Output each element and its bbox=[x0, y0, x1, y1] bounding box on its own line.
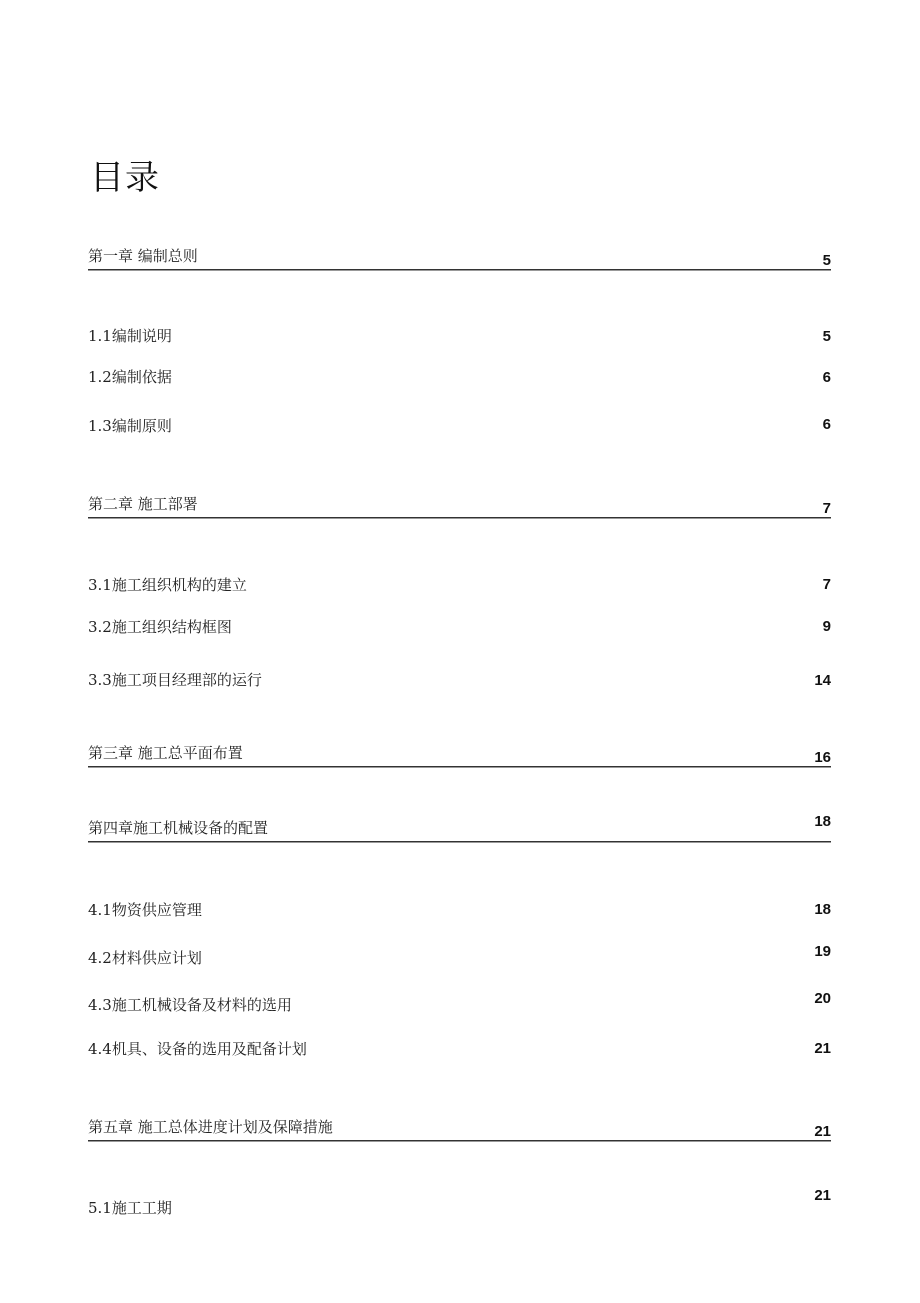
toc-page-number: 14 bbox=[814, 672, 831, 689]
toc-label: 4.3施工机械设备及材料的选用 bbox=[88, 996, 292, 1014]
toc-chapter-2[interactable] bbox=[88, 497, 831, 518]
toc-chapter-3[interactable] bbox=[88, 746, 831, 767]
toc-label: 4.2材料供应计划 bbox=[88, 949, 202, 967]
toc-entry-4-4[interactable] bbox=[88, 1039, 831, 1059]
toc-page-number: 21 bbox=[814, 1187, 831, 1204]
toc-entry-1-1[interactable] bbox=[88, 326, 831, 346]
toc-label: 4.4机具、设备的选用及配备计划 bbox=[88, 1040, 307, 1058]
toc-page-number: 16 bbox=[814, 749, 831, 766]
toc-page-number: 7 bbox=[822, 500, 831, 517]
toc-entry-1-3[interactable] bbox=[88, 416, 831, 436]
toc-page-number: 18 bbox=[814, 813, 831, 830]
toc-entry-3-3[interactable] bbox=[88, 670, 831, 690]
toc-page-number: 7 bbox=[822, 576, 831, 593]
toc-label: 1.1编制说明 bbox=[88, 327, 172, 345]
toc-page-number: 6 bbox=[822, 416, 831, 433]
toc-label: 1.3编制原则 bbox=[88, 417, 172, 435]
toc-chapter-5[interactable] bbox=[88, 1120, 831, 1141]
toc-label: 1.2编制依据 bbox=[88, 368, 172, 386]
toc-label: 第一章 编制总则 bbox=[88, 247, 198, 265]
toc-label: 3.2施工组织结构框图 bbox=[88, 618, 232, 636]
toc-entry-3-1[interactable] bbox=[88, 575, 831, 595]
toc-entry-4-2[interactable] bbox=[88, 943, 831, 968]
toc-page-number: 19 bbox=[814, 943, 831, 960]
toc-chapter-1[interactable] bbox=[88, 249, 831, 270]
toc-label: 3.1施工组织机构的建立 bbox=[88, 576, 247, 594]
toc-page-number: 18 bbox=[814, 901, 831, 918]
toc-page-number: 21 bbox=[814, 1123, 831, 1140]
toc-title: 目录 bbox=[90, 158, 160, 198]
toc-page-number: 21 bbox=[814, 1040, 831, 1057]
toc-page-number: 9 bbox=[822, 618, 831, 635]
toc-entry-5-1[interactable] bbox=[88, 1187, 831, 1218]
toc-label: 3.3施工项目经理部的运行 bbox=[88, 671, 262, 689]
toc-chapter-4[interactable] bbox=[88, 813, 831, 842]
toc-entry-3-2[interactable] bbox=[88, 617, 831, 637]
toc-page-number: 20 bbox=[814, 990, 831, 1007]
toc-page-number: 5 bbox=[822, 328, 831, 345]
toc-label: 第三章 施工总平面布置 bbox=[88, 744, 243, 762]
toc-label: 第五章 施工总体进度计划及保障措施 bbox=[88, 1118, 333, 1136]
toc-label: 第四章施工机械设备的配置 bbox=[88, 819, 269, 837]
toc-label: 4.1物资供应管理 bbox=[88, 901, 202, 919]
toc-page-number: 5 bbox=[822, 252, 831, 269]
toc-label: 5.1施工工期 bbox=[88, 1199, 172, 1217]
toc-page-number: 6 bbox=[822, 369, 831, 386]
toc-entry-1-2[interactable] bbox=[88, 367, 831, 387]
toc-entry-4-1[interactable] bbox=[88, 900, 831, 920]
toc-label: 第二章 施工部署 bbox=[88, 495, 198, 513]
toc-entry-4-3[interactable] bbox=[88, 990, 831, 1015]
